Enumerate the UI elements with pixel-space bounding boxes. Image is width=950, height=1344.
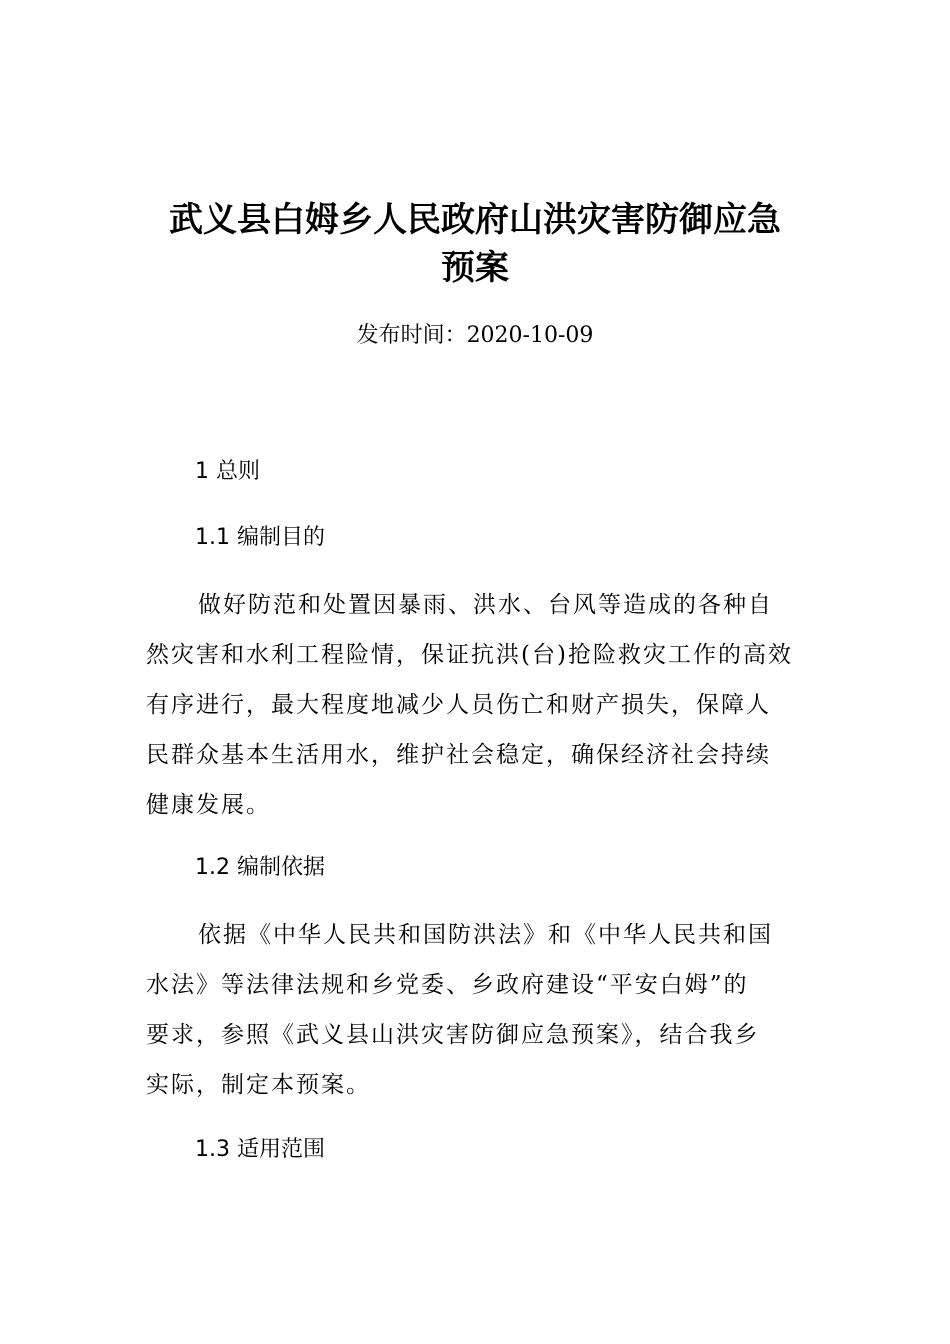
publish-date: 发布时间：2020-10-09: [356, 323, 594, 348]
paragraph-line: 实际，制定本预案。: [146, 1072, 371, 1098]
paragraph-line: 要求，参照《武义县山洪灾害防御应急预案》，结合我乡: [146, 1022, 760, 1048]
paragraph-line: 然灾害和水利工程险情，保证抗洪(台)抢险救灾工作的高效: [146, 642, 793, 668]
paragraph-line: 民群众基本生活用水，维护社会稳定，确保经济社会持续: [146, 742, 771, 768]
section-heading-general: 1 总则: [195, 459, 260, 484]
paragraph-line: 依据《中华人民共和国防洪法》和《中华人民共和国: [198, 922, 773, 948]
document-title-line-1: 武义县白姆乡人民政府山洪灾害防御应急: [169, 200, 781, 240]
section-heading-scope: 1.3 适用范围: [195, 1137, 325, 1162]
section-heading-basis: 1.2 编制依据: [195, 855, 325, 880]
paragraph-line: 健康发展。: [146, 792, 271, 818]
section-heading-purpose: 1.1 编制目的: [195, 525, 325, 550]
paragraph-line: 有序进行，最大程度地减少人员伤亡和财产损失，保障人: [146, 692, 771, 718]
paragraph-line: 水法》等法律法规和乡党委、乡政府建设“平安白姆”的: [146, 972, 749, 998]
paragraph-line: 做好防范和处置因暴雨、洪水、台风等造成的各种自: [198, 592, 773, 618]
document-title-line-2: 预案: [441, 248, 509, 288]
